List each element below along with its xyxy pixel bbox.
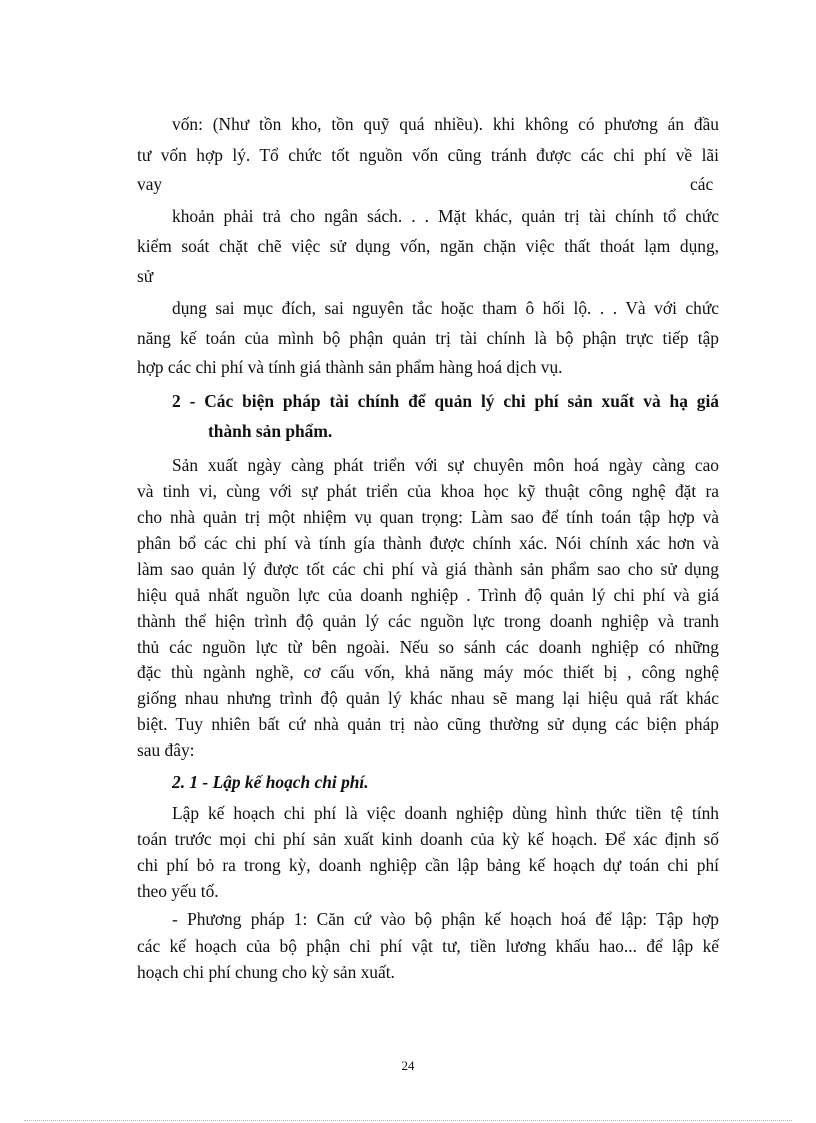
paragraph-line: và tinh vi, cùng với sự phát triển của khoa học kỹ thuật công nghệ đặt ra — [137, 481, 719, 501]
paragraph-line: dụng sai mục đích, sai nguyên tắc hoặc tham ô hối lộ. . . Và với chức — [172, 298, 719, 318]
footer-divider — [24, 1120, 792, 1121]
paragraph-line: chi phí bỏ ra trong kỳ, doanh nghiệp cần lập bảng kế hoạch dự toán chi phí — [137, 855, 719, 875]
paragraph-line: tư vốn hợp lý. Tổ chức tốt nguồn vốn cũng tránh được các chi phí về lãi — [137, 145, 719, 165]
paragraph-line: đặc thù ngành nghề, cơ cấu vốn, khả năng máy móc thiết bị , công nghệ — [137, 662, 719, 682]
page-number: 24 — [401, 1058, 415, 1073]
paragraph-line: phân bổ các chi phí và tính gía thành được chính xác. Nói chính xác hơn và — [137, 533, 719, 553]
paragraph-line: hiệu quả nhất nguồn lực của doanh nghiệp . Trình độ quản lý chi phí và giá — [137, 585, 719, 605]
paragraph-line: toán trước mọi chi phí sản xuất kinh doanh của kỳ kế hoạch. Để xác định số — [137, 829, 719, 849]
paragraph-line: làm sao quản lý được tốt các chi phí và giá thành sản phẩm sao cho sử dụng — [137, 559, 719, 579]
paragraph-line: thủ các nguồn lực từ bên ngoài. Nếu so sánh các doanh nghiệp có những — [137, 637, 719, 657]
section-heading-line-1: 2 - Các biện pháp tài chính để quản lý chi phí sản xuất và hạ giá — [172, 391, 719, 411]
paragraph-line: Sản xuất ngày càng phát triển với sự chuyên môn hoá ngày càng cao — [172, 455, 719, 475]
paragraph-line: hợp các chi phí và tính giá thành sản phẩm hàng hoá dịch vụ. — [137, 357, 563, 377]
paragraph-line: theo yếu tố. — [137, 881, 219, 901]
paragraph-line: giống nhau nhưng trình độ quản lý khác nhau sẽ mang lại hiệu quả rất khác — [137, 688, 719, 708]
paragraph-line: sử — [137, 266, 154, 286]
paragraph-line: hoạch chi phí chung cho kỳ sản xuất. — [137, 962, 395, 982]
paragraph-line: các — [690, 174, 714, 194]
paragraph-line: sau đây: — [137, 740, 195, 760]
paragraph-line: biệt. Tuy nhiên bất cứ nhà quản trị nào cũng thường sử dụng các biện pháp — [137, 714, 719, 734]
paragraph-line: năng kế toán của mình bộ phận quản trị tài chính là bộ phận trực tiếp tập — [137, 328, 719, 348]
paragraph-line: thành thể hiện trình độ quản lý các nguồn lực trong doanh nghiệp và tranh — [137, 611, 719, 631]
subsection-heading: 2. 1 - Lập kế hoạch chi phí. — [172, 772, 369, 792]
paragraph-line: Lập kế hoạch chi phí là việc doanh nghiệp dùng hình thức tiền tệ tính — [172, 803, 719, 823]
paragraph-line: kiểm soát chặt chẽ việc sử dụng vốn, ngăn chặn việc thất thoát lạm dụng, — [137, 236, 719, 256]
paragraph-line: vốn: (Như tồn kho, tồn quỹ quá nhiều). khi không có phương án đầu — [172, 114, 719, 134]
paragraph-line: - Phương pháp 1: Căn cứ vào bộ phận kế hoạch hoá để lập: Tập hợp — [172, 909, 719, 929]
paragraph-line: các kế hoạch của bộ phận chi phí vật tư, tiền lương khấu hao... để lập kế — [137, 936, 719, 956]
paragraph-line: vay — [137, 174, 163, 194]
section-heading-line-2: thành sản phẩm. — [208, 421, 333, 441]
paragraph-line: khoản phải trả cho ngân sách. . . Mặt khác, quản trị tài chính tổ chức — [172, 206, 719, 226]
paragraph-line: cho nhà quản trị một nhiệm vụ quan trọng: Làm sao để tính toán tập hợp và — [137, 507, 719, 527]
